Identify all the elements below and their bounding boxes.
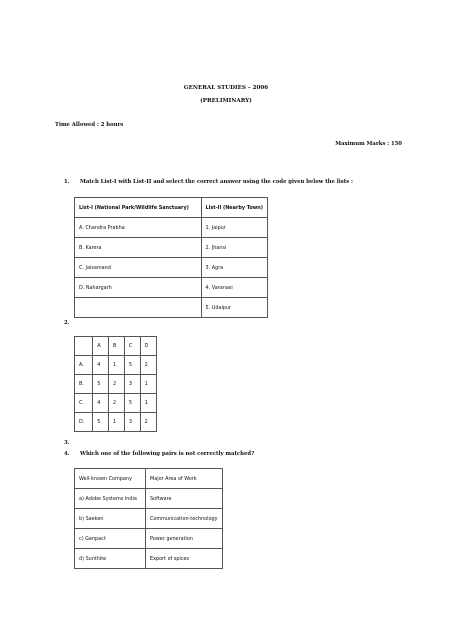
question-4-number: 4. bbox=[64, 451, 70, 457]
question-2-number: 2. bbox=[64, 320, 70, 326]
table-cell: 5 bbox=[124, 394, 140, 413]
table-cell: B. Karera bbox=[75, 238, 202, 258]
table-cell: B bbox=[109, 337, 125, 356]
table-row bbox=[75, 278, 268, 298]
table-row bbox=[75, 238, 268, 258]
table-row bbox=[75, 549, 223, 569]
table-cell: A bbox=[93, 337, 109, 356]
table-cell: 4 bbox=[93, 394, 109, 413]
table-row bbox=[75, 375, 157, 394]
question-1-text: Match List-I with List-II and select the correct answer using the code given below the lists : bbox=[80, 179, 353, 185]
table-cell: 1 bbox=[109, 413, 125, 432]
table-row bbox=[75, 394, 157, 413]
table-row bbox=[75, 298, 268, 318]
question-1-number: 1. bbox=[64, 179, 70, 185]
table-cell: D bbox=[140, 337, 156, 356]
table-cell: D. bbox=[75, 413, 93, 432]
table-cell: d) Sunthite bbox=[75, 549, 146, 569]
table-cell: 5. Udaipur bbox=[201, 298, 267, 318]
column-header-area: Major Area of Work bbox=[146, 469, 223, 489]
exam-subtitle: (PRELIMINARY) bbox=[200, 98, 252, 104]
table-cell: 4 bbox=[93, 356, 109, 375]
table-cell: Software bbox=[146, 489, 223, 509]
table-cell: 1 bbox=[140, 394, 156, 413]
answer-code-table bbox=[74, 336, 157, 432]
question-4-table bbox=[74, 468, 223, 569]
table-cell: a) Adobe Systems India bbox=[75, 489, 146, 509]
table-cell: 5 bbox=[124, 356, 140, 375]
table-cell: 2 bbox=[109, 394, 125, 413]
table-cell: 2. Jhansi bbox=[201, 238, 267, 258]
table-cell: b) Saeken bbox=[75, 509, 146, 529]
maximum-marks: Maximum Marks : 150 bbox=[335, 141, 402, 147]
table-cell: 2 bbox=[140, 356, 156, 375]
table-cell: Export of spices bbox=[146, 549, 223, 569]
exam-title: GENERAL STUDIES – 2006 bbox=[183, 85, 269, 91]
table-cell: C bbox=[124, 337, 140, 356]
table-cell: 3 bbox=[124, 375, 140, 394]
table-row bbox=[75, 529, 223, 549]
table-cell: 3 bbox=[124, 413, 140, 432]
table-row bbox=[75, 413, 157, 432]
table-cell: Power generation bbox=[146, 529, 223, 549]
question-1-table bbox=[74, 197, 268, 318]
table-cell: c) Genpact bbox=[75, 529, 146, 549]
question-3-number: 3. bbox=[64, 440, 70, 446]
table-cell: C. Jaisamand bbox=[75, 258, 202, 278]
table-row bbox=[75, 509, 223, 529]
table-cell: Communication-technology bbox=[146, 509, 223, 529]
column-header-company: Well-known Company bbox=[75, 469, 146, 489]
table-header-row bbox=[75, 337, 157, 356]
table-cell: A. Chandra Prabha bbox=[75, 218, 202, 238]
column-header-list-1: List-I (National Park/Wildlife Sanctuary) bbox=[75, 198, 202, 218]
question-4-text: Which one of the following pairs is not correctly matched? bbox=[80, 451, 255, 457]
table-cell: 4. Varanasi bbox=[201, 278, 267, 298]
table-row bbox=[75, 356, 157, 375]
table-cell: C. bbox=[75, 394, 93, 413]
table-header-row bbox=[75, 469, 223, 489]
table-row bbox=[75, 489, 223, 509]
time-allowed: Time Allowed : 2 hours bbox=[55, 122, 124, 128]
table-cell: D. Nahargarh bbox=[75, 278, 202, 298]
table-cell: 1 bbox=[109, 356, 125, 375]
table-cell: B. bbox=[75, 375, 93, 394]
table-row bbox=[75, 218, 268, 238]
table-header-row bbox=[75, 198, 268, 218]
table-cell bbox=[75, 298, 202, 318]
table-row bbox=[75, 258, 268, 278]
table-cell: 1 bbox=[140, 375, 156, 394]
table-cell: 5 bbox=[93, 413, 109, 432]
table-cell: 2 bbox=[109, 375, 125, 394]
table-cell: 2 bbox=[140, 413, 156, 432]
table-cell: 5 bbox=[93, 375, 109, 394]
column-header-list-2: List-II (Nearby Town) bbox=[201, 198, 267, 218]
table-cell: 3. Agra bbox=[201, 258, 267, 278]
table-cell: A. bbox=[75, 356, 93, 375]
table-cell bbox=[75, 337, 93, 356]
table-cell: 1. Jaipur bbox=[201, 218, 267, 238]
